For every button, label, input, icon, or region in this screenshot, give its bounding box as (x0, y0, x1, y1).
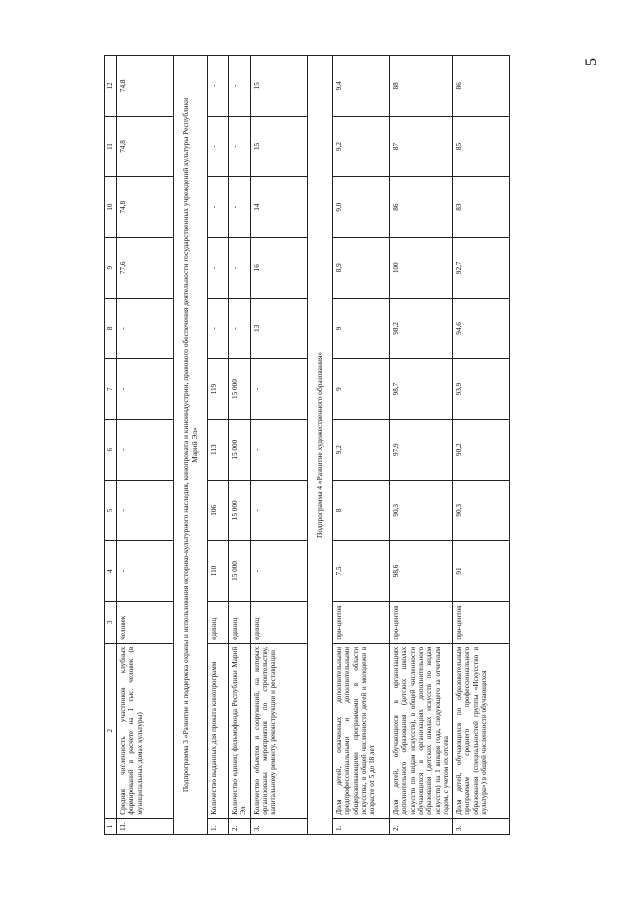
unit: про-центов (453, 601, 510, 643)
value-cell: - (208, 237, 229, 298)
row-number: 1. (208, 818, 229, 834)
unit: человек (117, 601, 174, 643)
value-cell: - (208, 56, 229, 117)
value-cell: 16 (250, 237, 307, 298)
value-cell: - (250, 359, 307, 420)
value-cell: 100 (390, 237, 453, 298)
column-number: 8 (105, 298, 117, 359)
row-number: 2. (390, 818, 453, 834)
value-cell: 8,9 (333, 237, 390, 298)
value-cell: - (229, 237, 251, 298)
unit: про-центов (333, 601, 390, 643)
column-number: 9 (105, 237, 117, 298)
value-cell: 98,2 (390, 298, 453, 359)
value-cell: 77,6 (117, 237, 174, 298)
value-cell: 92,7 (453, 237, 510, 298)
section-title: Подпрограмма 4 «Развитие художественного образования» (307, 56, 333, 835)
value-cell: - (117, 419, 174, 480)
value-cell: 113 (208, 419, 229, 480)
indicator-name: Количество единиц фильмофонда Республики Марий Эл (229, 643, 251, 818)
value-cell: 9,0 (333, 177, 390, 238)
indicator-name: Доля детей, обучающихся по образовательным программам среднего профессионального образования (специальностей группы «Искусство и культура») в общей численности обучающихся (453, 643, 510, 818)
value-cell: 86 (453, 56, 510, 117)
table-row (117, 56, 174, 835)
unit: про-центов (390, 601, 453, 643)
value-cell: 119 (208, 359, 229, 420)
row-number: 11. (117, 818, 174, 834)
value-cell: 9 (333, 298, 390, 359)
value-cell: 9,4 (333, 56, 390, 117)
value-cell: 90,2 (453, 419, 510, 480)
value-cell: 7,5 (333, 541, 390, 602)
column-number: 6 (105, 419, 117, 480)
indicator-name: Средняя численность участников клубных формирований в расчете на 1 тыс. человек (в муниципальных домах культуры) (117, 643, 174, 818)
table-row (229, 56, 251, 835)
row-number: 1. (333, 818, 390, 834)
value-cell: - (229, 177, 251, 238)
value-cell: 83 (453, 177, 510, 238)
value-cell: 13 (250, 298, 307, 359)
row-number: 3. (453, 818, 510, 834)
value-cell: - (117, 541, 174, 602)
table-row (453, 56, 510, 835)
section-header-row (174, 56, 208, 835)
value-cell: 9,2 (333, 419, 390, 480)
value-cell: 15 000 (229, 480, 251, 541)
value-cell: 94,6 (453, 298, 510, 359)
column-number: 4 (105, 541, 117, 602)
page-number: 5 (583, 58, 600, 66)
value-cell: 14 (250, 177, 307, 238)
value-cell: - (229, 116, 251, 177)
indicators-table (104, 55, 510, 835)
section-title: Подпрограмма 3 «Развитие и поддержка охраны и использования историко-культурного наследия, кинопроката и киноиндустрии, правового обеспечения деятельности государственных учреждений культуры Республики Марий Эл» (174, 56, 208, 835)
column-number: 7 (105, 359, 117, 420)
value-cell: 15 000 (229, 419, 251, 480)
column-number: 10 (105, 177, 117, 238)
value-cell: 90,3 (453, 480, 510, 541)
value-cell: 106 (208, 480, 229, 541)
value-cell: 8 (333, 480, 390, 541)
unit: единиц (229, 601, 251, 643)
unit: единиц (250, 601, 307, 643)
table-row (208, 56, 229, 835)
section-header-row (307, 56, 333, 835)
value-cell: - (208, 116, 229, 177)
value-cell: 15 000 (229, 541, 251, 602)
column-number: 5 (105, 480, 117, 541)
value-cell: - (250, 480, 307, 541)
value-cell: - (117, 298, 174, 359)
column-number: 1 (105, 818, 117, 834)
value-cell: - (117, 359, 174, 420)
value-cell: 15 000 (229, 359, 251, 420)
value-cell: 93,9 (453, 359, 510, 420)
indicator-name: Доля детей, обучающихся в организациях дополнительного образования (детских школах искусств по видам искусств), в общей численности обучающихся в организациях дополнительного образования (детских школах искусств по видам искусств) на 1 января года, следующего за отчетным годом, с учетом их отсева (390, 643, 453, 818)
value-cell: 98,7 (390, 359, 453, 420)
column-number-row (105, 56, 117, 835)
column-number: 3 (105, 601, 117, 643)
value-cell: 91 (453, 541, 510, 602)
value-cell: 15 (250, 116, 307, 177)
value-cell: 88 (390, 56, 453, 117)
table-row (333, 56, 390, 835)
indicator-name: Количество выданных для проката кинопрограмм (208, 643, 229, 818)
value-cell: 110 (208, 541, 229, 602)
value-cell: 74,8 (117, 56, 174, 117)
table-row (390, 56, 453, 835)
indicator-name: Доля детей, охваченных дополнительными предпрофессиональными и дополнительными общеразвивающими программами в области искусства, в общей численности детей и молодежи в возрасте от 5 до 18 лет (333, 643, 390, 818)
value-cell: 90,3 (390, 480, 453, 541)
column-number: 12 (105, 56, 117, 117)
indicator-name: Количество объектов и сооружений, на которых организованы мероприятия по строительству, капитальному ремонту, реконструкции и реставрации (250, 643, 307, 818)
value-cell: - (229, 56, 251, 117)
value-cell: 9,2 (333, 116, 390, 177)
value-cell: - (208, 177, 229, 238)
value-cell: 86 (390, 177, 453, 238)
column-number: 2 (105, 643, 117, 818)
value-cell: - (117, 480, 174, 541)
value-cell: 9 (333, 359, 390, 420)
value-cell: 74,8 (117, 177, 174, 238)
value-cell: 97,9 (390, 419, 453, 480)
value-cell: - (229, 298, 251, 359)
row-number: 2. (229, 818, 251, 834)
table-row (250, 56, 307, 835)
value-cell: 85 (453, 116, 510, 177)
value-cell: 74,8 (117, 116, 174, 177)
value-cell: - (250, 541, 307, 602)
column-number: 11 (105, 116, 117, 177)
unit: единиц (208, 601, 229, 643)
value-cell: 98,6 (390, 541, 453, 602)
value-cell: 87 (390, 116, 453, 177)
row-number: 3. (250, 818, 307, 834)
rotated-table-container (104, 55, 534, 835)
value-cell: 15 (250, 56, 307, 117)
value-cell: - (208, 298, 229, 359)
value-cell: - (250, 419, 307, 480)
